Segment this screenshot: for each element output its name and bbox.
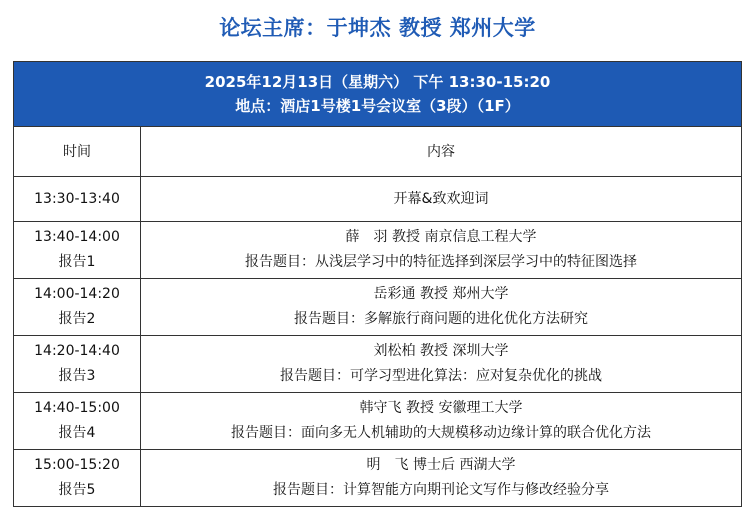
talk-topic: 报告题目：可学习型进化算法：应对复杂优化的挑战 <box>280 368 602 384</box>
table-row <box>14 222 742 279</box>
table-row <box>14 177 742 222</box>
talk-speaker: 刘松柏 教授 深圳大学 <box>373 343 509 359</box>
talk-label: 报告5 <box>58 482 96 498</box>
banner-location: 地点：酒店1号楼1号会议室（3段）（1F） <box>235 97 520 115</box>
talk-time-cell <box>14 393 141 450</box>
talk-content-cell <box>141 222 742 279</box>
talk-label: 报告2 <box>58 311 96 327</box>
talk-time: 14:00-14:20 <box>34 286 120 302</box>
talk-topic: 报告题目：计算智能方向期刊论文写作与修改经验分享 <box>273 482 609 498</box>
opening-time: 13:30-13:40 <box>14 177 141 222</box>
table-row <box>14 279 742 336</box>
header-content: 内容 <box>141 127 742 177</box>
talk-label: 报告1 <box>58 254 96 270</box>
talk-time: 15:00-15:20 <box>34 457 120 473</box>
talk-content-cell <box>141 279 742 336</box>
talk-time-cell <box>14 222 141 279</box>
talk-time-cell <box>14 279 141 336</box>
talk-speaker: 明 飞 博士后 西湖大学 <box>366 457 516 473</box>
table-row <box>14 336 742 393</box>
talk-time-cell <box>14 450 141 507</box>
talk-label: 报告3 <box>58 368 96 384</box>
talk-content-cell <box>141 336 742 393</box>
talk-speaker: 韩守飞 教授 安徽理工大学 <box>359 400 523 416</box>
table-row <box>14 450 742 507</box>
talk-topic: 报告题目：从浅层学习中的特征选择到深层学习中的特征图选择 <box>245 254 637 270</box>
schedule-table <box>13 61 742 507</box>
banner-cell <box>14 62 742 127</box>
talk-topic: 报告题目：多解旅行商问题的进化优化方法研究 <box>294 311 588 327</box>
talk-label: 报告4 <box>58 425 96 441</box>
talk-time: 14:20-14:40 <box>34 343 120 359</box>
talk-topic: 报告题目：面向多无人机辅助的大规模移动边缘计算的联合优化方法 <box>231 425 651 441</box>
talk-time: 14:40-15:00 <box>34 400 120 416</box>
talk-time-cell <box>14 336 141 393</box>
header-time: 时间 <box>14 127 141 177</box>
talk-speaker: 岳彩通 教授 郑州大学 <box>373 286 509 302</box>
banner-datetime: 2025年12月13日（星期六） 下午 13:30-15:20 <box>204 73 551 91</box>
header-row <box>14 127 742 177</box>
talk-speaker: 薛 羽 教授 南京信息工程大学 <box>345 229 537 245</box>
talk-content-cell <box>141 450 742 507</box>
opening-text: 开幕&致欢迎词 <box>141 177 742 222</box>
talk-time: 13:40-14:00 <box>34 229 120 245</box>
page-title: 论坛主席：于坤杰 教授 郑州大学 <box>219 16 536 40</box>
banner-row <box>14 62 742 127</box>
talk-content-cell <box>141 393 742 450</box>
table-row <box>14 393 742 450</box>
